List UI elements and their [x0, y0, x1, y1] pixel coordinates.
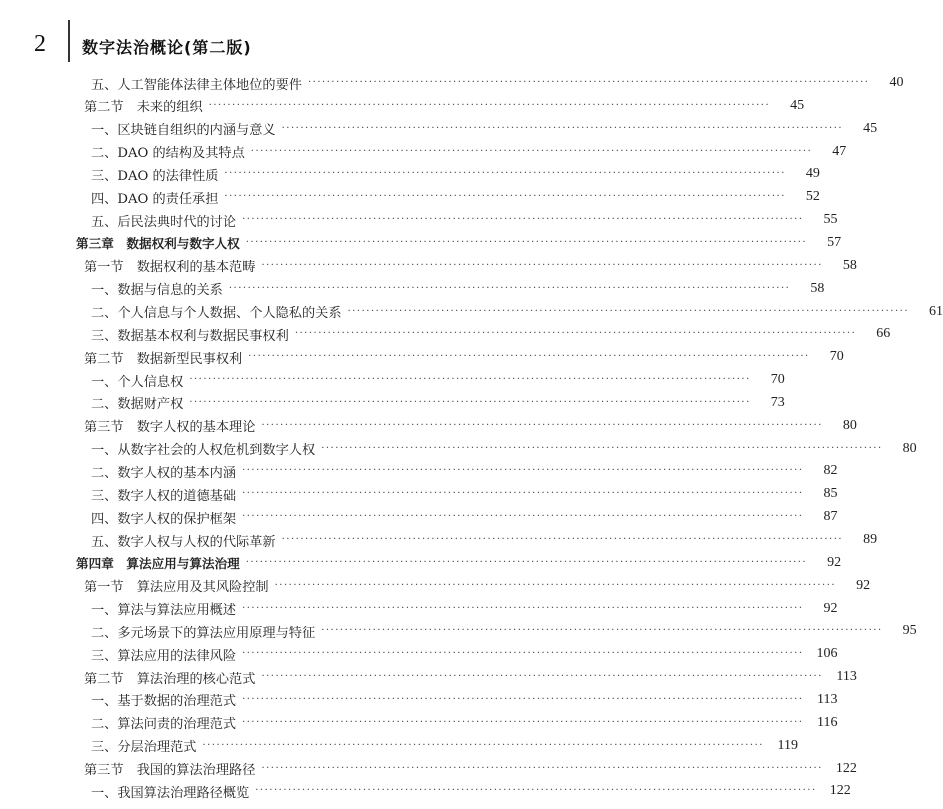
toc-leader-dots: ························································································································	[242, 488, 804, 500]
toc-entry-title: 二、个人信息与个人数据、个人隐私的关系	[91, 306, 342, 321]
toc-entry-title: 第三节 数字人权的基本理论	[84, 420, 256, 436]
page-number: 2	[34, 31, 46, 57]
toc-leader-dots: ························································································································	[261, 671, 823, 683]
toc-page-number: 73	[770, 394, 785, 410]
toc-leader-dots: ························································································································	[228, 282, 791, 294]
toc-leader-dots: ························································································································	[202, 739, 764, 751]
toc-leader-dots: ························································································································	[281, 122, 844, 134]
toc-entry-title: 二、DAO 的结构及其特点	[91, 146, 245, 162]
toc-entry-title: 二、数据财产权	[91, 397, 184, 413]
toc-entry-title: 第一节 算法应用及其风险控制	[84, 580, 269, 596]
toc-page-number: 45	[863, 120, 878, 136]
toc-entry-title: 三、数据基本权利与数据民事权利	[91, 328, 289, 344]
toc-entry-row	[91, 780, 851, 802]
toc-entry-row	[91, 506, 838, 528]
toc-page-number: 45	[790, 97, 805, 113]
toc-entry-row	[91, 392, 785, 414]
toc-entry-row	[91, 301, 943, 323]
toc-leader-dots: ························································································································	[242, 648, 804, 660]
toc-section-row	[84, 346, 844, 368]
toc-entry-title: 一、个人信息权	[91, 374, 184, 390]
toc-page-number: 52	[805, 189, 820, 205]
toc-leader-dots: ························································································································	[208, 99, 771, 111]
toc-entry-row	[91, 529, 878, 551]
toc-entry-row	[91, 209, 838, 231]
toc-page-number: 70	[829, 349, 844, 365]
toc-page-number: 92	[827, 554, 842, 570]
toc-entry-title: 五、人工智能体法律主体地位的要件	[91, 77, 302, 93]
toc-page-number: 58	[810, 280, 825, 296]
toc-page-number: 82	[823, 463, 838, 479]
toc-entry-title: 三、数字人权的道德基础	[91, 488, 237, 504]
toc-entry-title: 一、数据与信息的关系	[91, 283, 223, 299]
toc-entry-row	[91, 620, 917, 642]
toc-entry-title: 第四章 算法应用与算法治理	[76, 556, 240, 572]
toc-entry-title: 五、数字人权与人权的代际革新	[91, 534, 276, 550]
toc-page-number: 58	[842, 257, 857, 273]
toc-entry-row	[91, 72, 904, 94]
toc-page-number: 85	[823, 486, 838, 502]
toc-page-number: 80	[842, 417, 857, 433]
toc-page-number: 40	[889, 75, 904, 90]
toc-entry-title: 二、算法问责的治理范式	[91, 717, 237, 733]
toc-entry-title: 四、数字人权的保护框架	[91, 511, 237, 527]
toc-entry-title: 一、我国算法治理路径概览	[91, 785, 250, 801]
toc-section-row	[84, 575, 871, 597]
toc-section-row	[84, 255, 857, 277]
toc-entry-row	[91, 712, 838, 734]
toc-entry-title: 一、区块链自组织的内涵与意义	[91, 123, 276, 139]
toc-leader-dots: ························································································································	[242, 465, 804, 477]
toc-leader-dots: ························································································································	[321, 442, 883, 454]
toc-page-number: 61	[929, 303, 943, 319]
toc-page-number: 49	[805, 166, 820, 182]
toc-entry-title: 三、算法应用的法律风险	[91, 648, 237, 664]
toc-leader-dots: ························································································································	[242, 716, 804, 728]
toc-page-number: 89	[863, 532, 878, 547]
toc-leader-dots: ························································································································	[321, 625, 883, 637]
toc-leader-dots: ························································································································	[281, 534, 844, 545]
toc-leader-dots: ························································································································	[242, 602, 804, 614]
toc-entry-row	[91, 438, 917, 460]
page-header	[0, 0, 592, 70]
toc-leader-dots: ························································································································	[245, 556, 808, 568]
toc-leader-dots: ························································································································	[294, 328, 857, 340]
toc-leader-dots: ························································································································	[347, 305, 910, 317]
toc-entry-title: 一、基于数据的治理范式	[91, 694, 237, 710]
toc-entry-row	[91, 141, 847, 163]
toc-page-number: 122	[835, 760, 857, 776]
header-divider	[68, 20, 70, 62]
toc-entry-row	[91, 735, 798, 757]
toc-entry-row	[91, 118, 878, 140]
toc-entry-row	[91, 689, 838, 711]
toc-entry-row	[91, 186, 820, 208]
toc-page-number: 55	[823, 212, 838, 228]
toc-entry-title: 第一节 数据权利的基本范畴	[84, 260, 256, 276]
toc-leader-dots: ························································································································	[189, 374, 751, 386]
toc-page-number: 122	[829, 783, 851, 799]
toc-leader-dots: ························································································································	[245, 236, 808, 248]
toc-entry-title: 一、算法与算法应用概述	[91, 603, 237, 619]
toc-page-number: 92	[856, 577, 871, 593]
toc-chapter-row	[76, 552, 842, 574]
toc-leader-dots: ························································································································	[308, 77, 870, 88]
toc-leader-dots: ························································································································	[224, 191, 786, 203]
toc-entry-title: 第二节 算法治理的核心范式	[84, 671, 256, 687]
toc-entry-row	[91, 460, 838, 482]
toc-entry-row	[91, 369, 785, 391]
toc-page-number: 47	[832, 143, 847, 159]
toc-leader-dots: ························································································································	[248, 351, 810, 363]
toc-entry-title: 三、DAO 的法律性质	[91, 168, 219, 184]
toc-leader-dots: ························································································································	[261, 762, 823, 774]
toc-page-number: 92	[823, 600, 838, 616]
toc-leader-dots: ························································································································	[189, 396, 751, 408]
toc-entry-row	[91, 278, 825, 300]
toc-entry-title: 第三节 我国的算法治理路径	[84, 763, 256, 778]
toc-section-row	[84, 95, 805, 117]
toc-section-row	[84, 666, 857, 688]
toc-entry-row	[91, 323, 891, 345]
toc-entry-title: 五、后民法典时代的讨论	[91, 214, 237, 230]
toc-leader-dots: ························································································································	[224, 168, 786, 180]
toc-page-number: 119	[777, 737, 798, 753]
toc-entry-title: 第二节 未来的组织	[84, 100, 203, 116]
toc-entry-title: 二、多元场景下的算法应用原理与特征	[91, 625, 316, 641]
book-title: 数字法治概论(第二版)	[82, 38, 252, 57]
toc-section-row	[84, 758, 857, 780]
toc-entry-row	[91, 483, 838, 505]
toc-page-number: 106	[816, 646, 838, 662]
toc-leader-dots: ························································································································	[261, 259, 823, 271]
toc-page-number: 80	[902, 440, 917, 456]
toc-entry-title: 一、从数字社会的人权危机到数字人权	[91, 443, 316, 459]
toc-leader-dots: ························································································································	[242, 511, 804, 523]
toc-entry-title: 第二节 数据新型民事权利	[84, 351, 243, 367]
toc-leader-dots: ························································································································	[242, 214, 804, 226]
toc-leader-dots: ························································································································	[250, 145, 813, 157]
toc-leader-dots: ························································································································	[274, 579, 837, 591]
toc-page-number: 113	[836, 669, 857, 685]
toc-entry-title: 三、分层治理范式	[91, 740, 197, 756]
toc-leader-dots: ························································································································	[242, 693, 804, 705]
toc-entry-row	[91, 163, 820, 185]
toc-chapter-row	[76, 232, 842, 254]
toc-leader-dots: ························································································································	[261, 419, 823, 431]
toc-section-row	[84, 415, 857, 437]
toc-entry-row	[91, 598, 838, 620]
toc-page-number: 57	[827, 234, 842, 250]
toc-page-number: 116	[817, 714, 838, 730]
toc-page-number: 95	[902, 623, 917, 639]
toc-page-number: 113	[817, 691, 838, 707]
toc-leader-dots: ························································································································	[255, 785, 817, 797]
toc-entry-title: 二、数字人权的基本内涵	[91, 465, 237, 481]
toc-page-number: 70	[770, 372, 785, 388]
toc-entry-title: 四、DAO 的责任承担	[91, 191, 219, 207]
toc-page-number: 66	[876, 326, 891, 342]
toc-entry-row	[91, 643, 838, 665]
toc-page-number: 87	[823, 509, 838, 525]
toc-entry-title: 第三章 数据权利与数字人权	[76, 236, 240, 252]
